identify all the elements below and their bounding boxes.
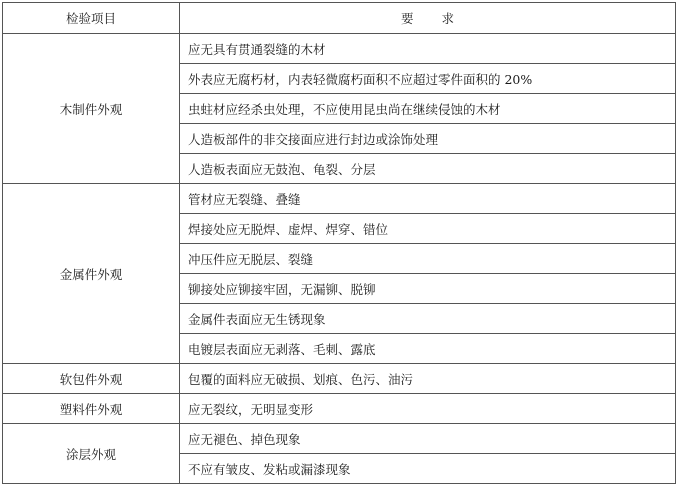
category-cell: 木制件外观 (3, 34, 180, 184)
header-inspection-item: 检验项目 (3, 3, 180, 34)
requirement-cell: 电镀层表面应无剥落、毛刺、露底 (180, 334, 676, 364)
category-cell: 塑料件外观 (3, 394, 180, 424)
category-cell: 涂层外观 (3, 424, 180, 484)
inspection-table (2, 2, 676, 484)
requirement-cell: 铆接处应铆接牢固，无漏铆、脱铆 (180, 274, 676, 304)
requirement-cell: 包覆的面料应无破损、划痕、色污、油污 (180, 364, 676, 394)
requirement-cell: 金属件表面应无生锈现象 (180, 304, 676, 334)
requirement-cell: 不应有皱皮、发粘或漏漆现象 (180, 454, 676, 484)
requirement-cell: 管材应无裂缝、叠缝 (180, 184, 676, 214)
requirement-cell: 外表应无腐朽材，内表轻微腐朽面积不应超过零件面积的 20% (180, 64, 676, 94)
requirement-cell: 人造板表面应无鼓泡、龟裂、分层 (180, 154, 676, 184)
requirement-cell: 应无褪色、掉色现象 (180, 424, 676, 454)
category-cell: 金属件外观 (3, 184, 180, 364)
header-row (3, 3, 676, 34)
requirement-cell: 人造板部件的非交接面应进行封边或涂饰处理 (180, 124, 676, 154)
requirement-cell: 焊接处应无脱焊、虚焊、焊穿、错位 (180, 214, 676, 244)
table-row (3, 364, 676, 394)
requirement-cell: 应无具有贯通裂缝的木材 (180, 34, 676, 64)
requirement-cell: 应无裂纹，无明显变形 (180, 394, 676, 424)
requirement-cell: 虫蛀材应经杀虫处理，不应使用昆虫尚在继续侵蚀的木材 (180, 94, 676, 124)
table-row (3, 184, 676, 214)
category-cell: 软包件外观 (3, 364, 180, 394)
header-requirement: 要求 (180, 3, 676, 34)
table-row (3, 424, 676, 454)
requirement-cell: 冲压件应无脱层、裂缝 (180, 244, 676, 274)
table-row (3, 394, 676, 424)
table-row (3, 34, 676, 64)
